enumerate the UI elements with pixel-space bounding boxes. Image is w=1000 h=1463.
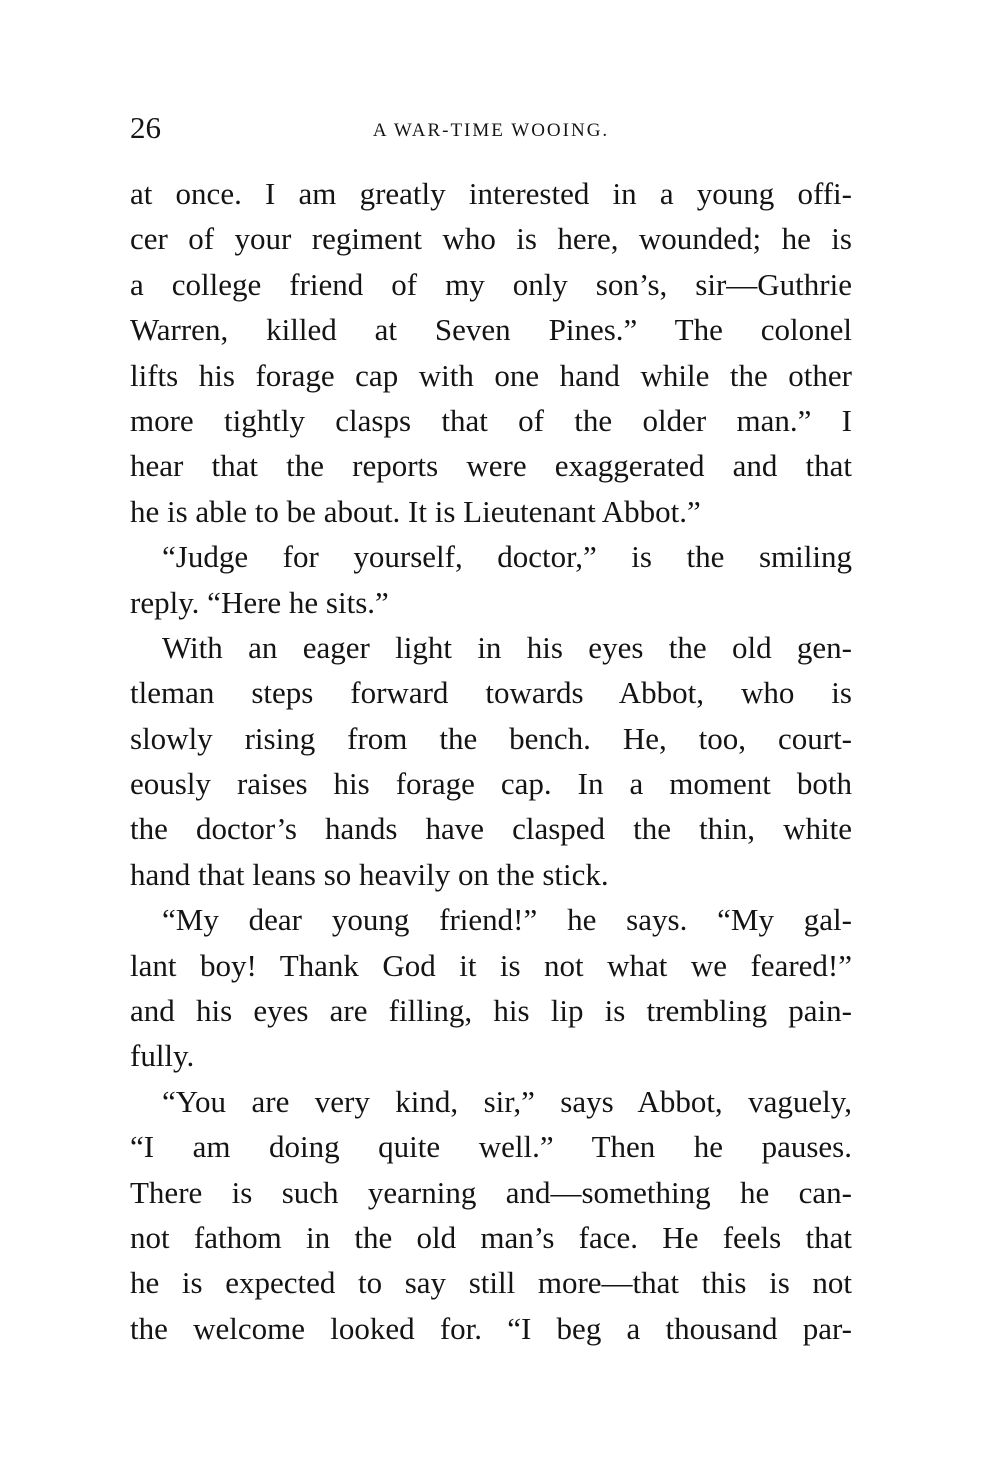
text-line: hear that the reports were exaggerated and that [130, 448, 852, 484]
text-line: he is able to be about. It is Lieutenant Abbot.” [130, 493, 701, 529]
text-line: There is such yearning and—something he can- [130, 1174, 852, 1210]
text-line: hand that leans so heavily on the stick. [130, 856, 609, 892]
text-line: not fathom in the old man’s face. He feels that [130, 1219, 852, 1255]
text-line: slowly rising from the bench. He, too, court- [130, 720, 852, 756]
body-text [130, 171, 852, 1351]
text-line: “You are very kind, sir,” says Abbot, vaguely, [162, 1083, 852, 1119]
text-line: lant boy! Thank God it is not what we feared!” [130, 947, 852, 983]
text-line: With an eager light in his eyes the old gen- [162, 629, 852, 665]
text-line: cer of your regiment who is here, wounded; he is [130, 221, 852, 257]
text-line: he is expected to say still more—that this is not [130, 1265, 852, 1301]
text-line: tleman steps forward towards Abbot, who is [130, 675, 852, 711]
running-title: A WAR-TIME WOOING. [372, 120, 610, 141]
text-line: the doctor’s hands have clasped the thin, white [130, 811, 852, 847]
text-line: a college friend of my only son’s, sir—Guthrie [130, 266, 852, 302]
text-line: lifts his forage cap with one hand while the other [130, 357, 852, 393]
text-line: “I am doing quite well.” Then he pauses. [130, 1129, 852, 1165]
text-line: at once. I am greatly interested in a young offi- [130, 176, 852, 211]
text-line: the welcome looked for. “I beg a thousand par- [130, 1310, 852, 1346]
running-head [130, 108, 852, 148]
text-line: eously raises his forage cap. In a moment both [130, 766, 852, 802]
text-line: Warren, killed at Seven Pines.” The colonel [130, 312, 852, 348]
text-line: more tightly clasps that of the older man.” I [130, 402, 852, 438]
text-line: “Judge for yourself, doctor,” is the smiling [162, 539, 852, 575]
text-line: and his eyes are filling, his lip is trembling pain- [130, 993, 852, 1029]
text-line: fully. [130, 1038, 195, 1074]
page-number: 26 [130, 110, 161, 145]
text-line: reply. “Here he sits.” [130, 584, 389, 620]
text-line: “My dear young friend!” he says. “My gal- [162, 902, 852, 938]
